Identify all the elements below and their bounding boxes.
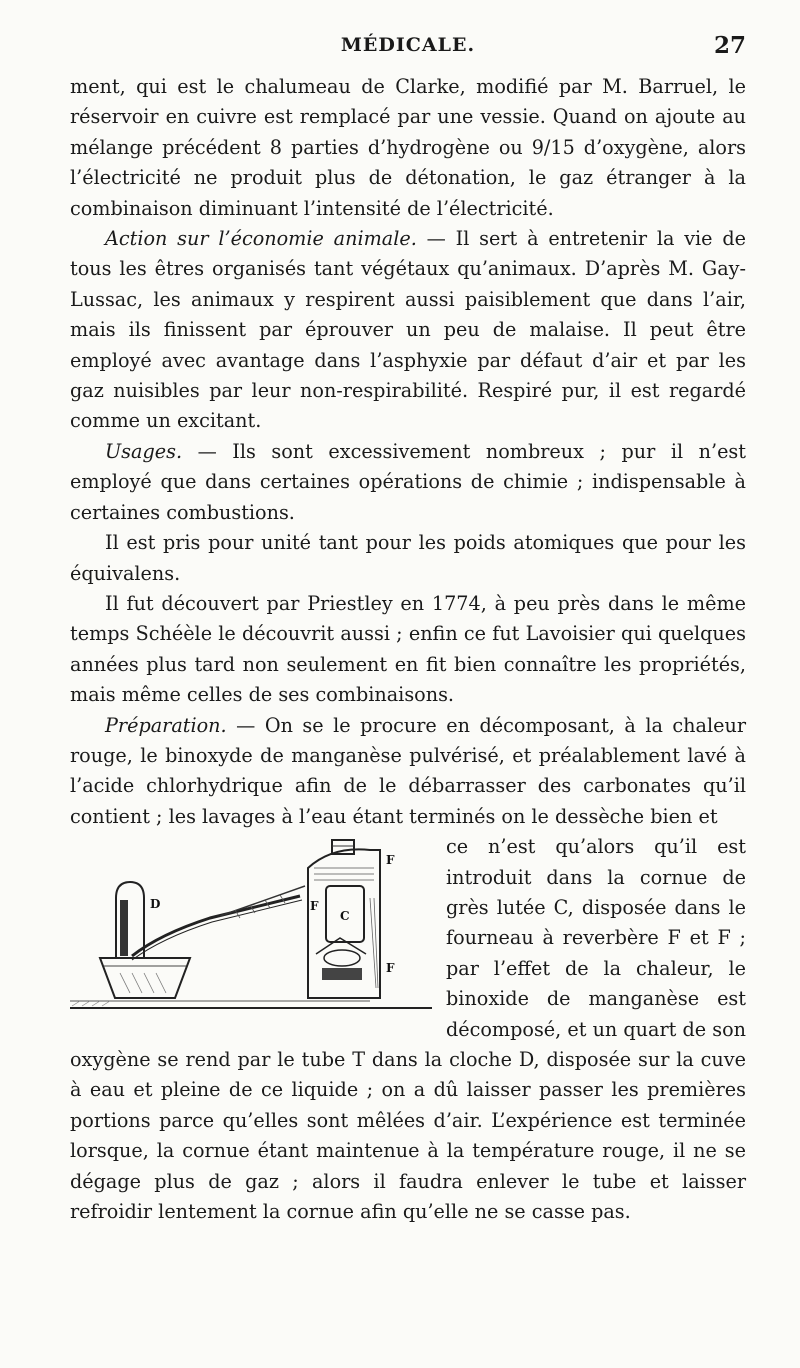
paragraph-preparation-text-a: — On se le procure en décomposant, à la chaleur rouge, le binoxyde de manganèse pulvérisé, et préalablement lavé à l’acide chlorhydrique afin de le débarrasser des carbonates qu’il contient ; les lavages à l’eau étant terminés on le dessèche bien et [70, 713, 746, 828]
running-head: MÉDICALE. [340, 34, 476, 56]
figure-label-d: D [150, 897, 161, 912]
apparatus-figure [70, 838, 432, 1014]
paragraph-action-text: — Il sert à entretenir la vie de tous les êtres organisés tant végétaux qu’animaux. D’après M. Gay-Lussac, les animaux y respirent aussi paisiblement que dans l’air, mais ils finissent par éprouver un peu de malaise. Il peut être employé avec avantage dans l’asphyxie par défaut d’air et par les gaz nuisibles par leur non-respirabilité. Respiré pur, il est regardé comme un excitant. [70, 227, 746, 433]
figure-label-f-left: F [310, 899, 319, 914]
page-number: 27 [713, 32, 746, 59]
paragraph-action [70, 224, 746, 437]
paragraph-history: Il fut découvert par Priestley en 1774, à peu près dans le même temps Schéèle le découvrit aussi ; enfin ce fut Lavoisier qui quelques années plus tard non seulement en fit bien connaître les propriétés, mais même celles de ses combinaisons. [70, 591, 746, 707]
page-header [70, 34, 746, 64]
section-label-usages: Usages. [105, 439, 183, 463]
paragraph-usages [70, 437, 746, 528]
section-label-preparation: Préparation. [105, 713, 227, 737]
figure-label-c: C [340, 909, 350, 924]
paragraph-unit: Il est pris pour unité tant pour les poids atomiques que pour les équivalens. [70, 531, 746, 585]
section-label-action: Action sur l’économie animale. [105, 227, 417, 251]
body-text [70, 72, 746, 1227]
paragraph-preparation-continued: ce n’est qu’alors qu’il est introduit dans la cornue de grès lutée C, disposée dans le fourneau à reverbère F et F ; par l’effet de la chaleur, le binoxide de manganèse est décomposé, et un quart de son oxygène se rend par le tube T dans la cloche D, disposée sur la cuve à eau et pleine de ce liquide ; on a dû laisser passer les premières portions parce qu’elles sont mêlées d’air. L’expérience est terminée lorsque, la cornue étant maintenue à la température rouge, il ne se dégage plus de gaz ; alors il faudra enlever le tube et laisser refroidir lentement la cornue afin qu’elle ne se casse pas. [70, 835, 746, 1224]
paragraph-continuation: ment, qui est le chalumeau de Clarke, modifié par M. Barruel, le réservoir en cuivre est remplacé par une vessie. Quand on ajoute au mélange précédent 8 parties d’hydrogène ou 9/15 d’oxygène, alors l’électricité ne produit plus de détonation, le gaz étranger à la combinaison diminuant l’intensité de l’électricité. [70, 75, 746, 220]
paragraph-preparation [70, 711, 746, 833]
figure-label-f-bottom: F [386, 961, 395, 976]
paragraph-usages-text: — Ils sont excessivement nombreux ; pur il n’est employé que dans certaines opérations de chimie ; indispensable à certaines combustions. [70, 439, 746, 524]
apparatus-illustration [70, 838, 432, 1014]
figure-label-f-top: F [386, 853, 395, 868]
